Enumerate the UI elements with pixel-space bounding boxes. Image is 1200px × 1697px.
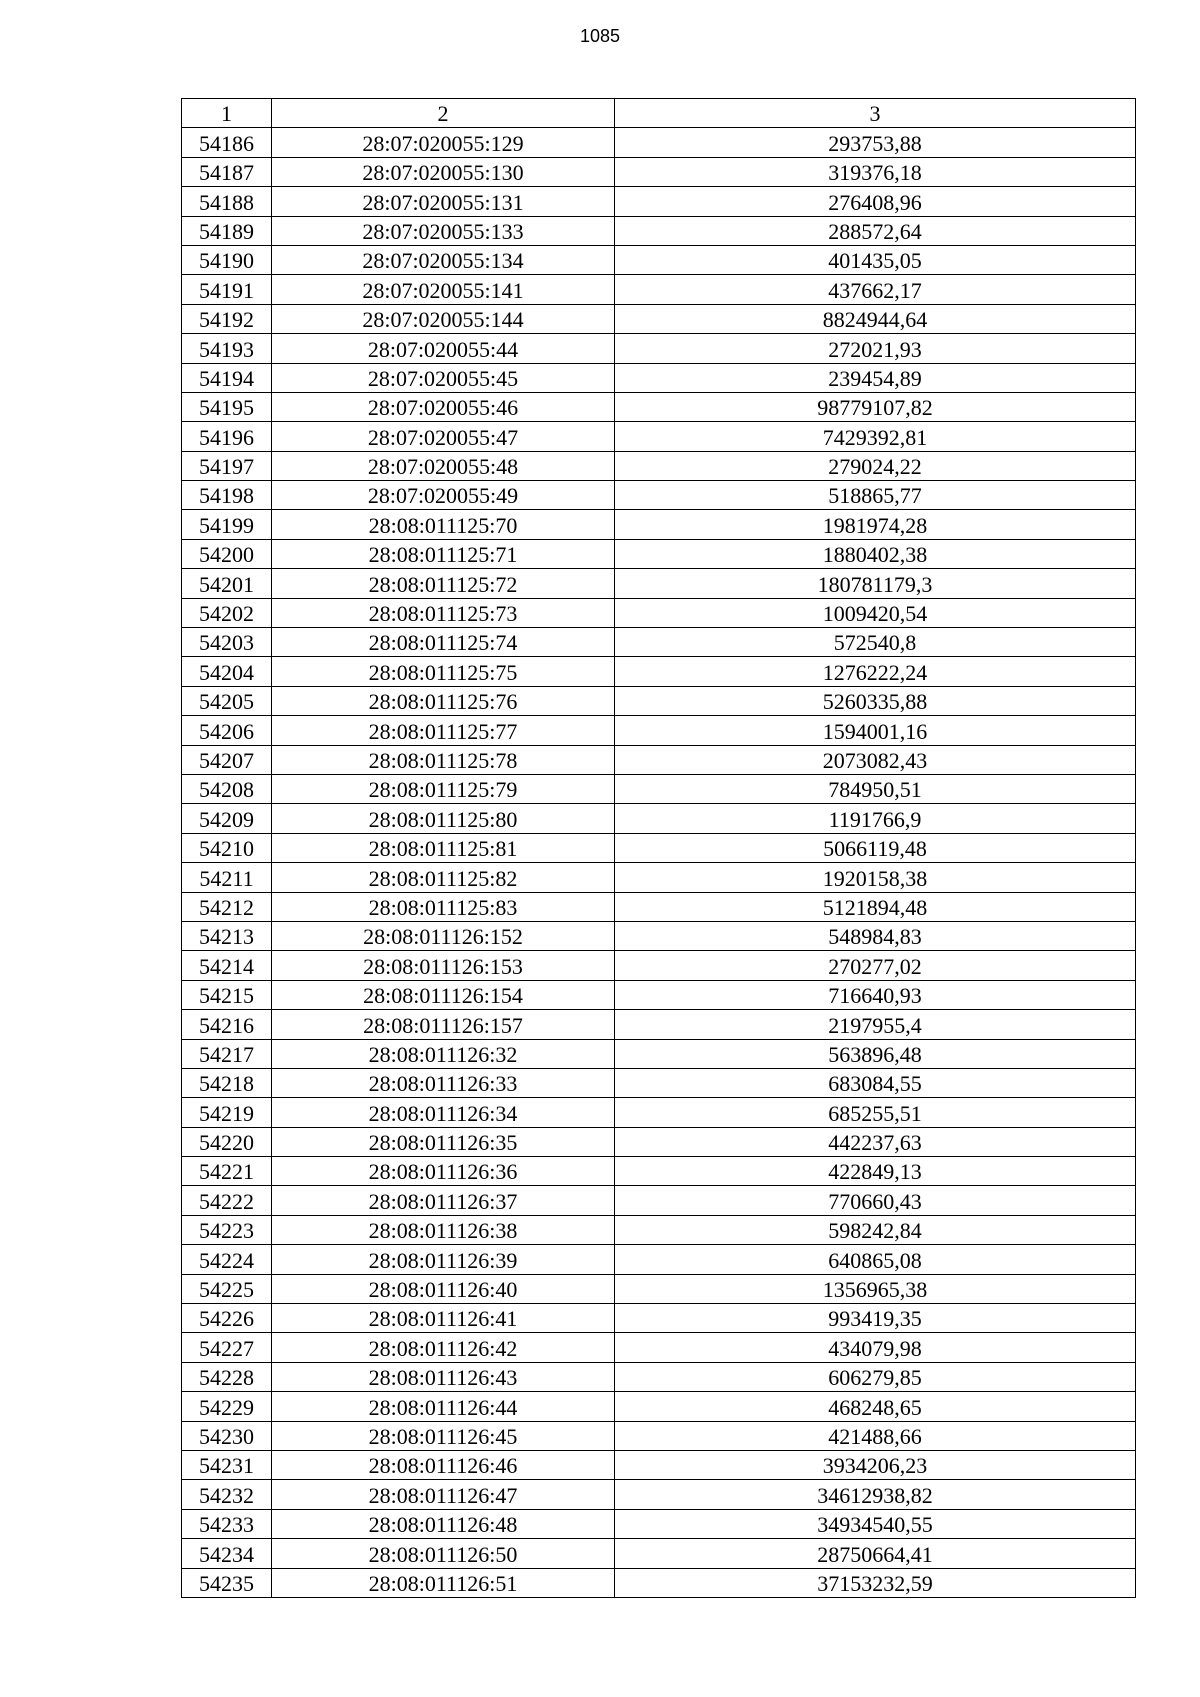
row-number-cell: 54193	[182, 334, 272, 363]
cadastral-number-cell: 28:08:011126:39	[272, 1245, 615, 1274]
table-row	[182, 128, 1136, 157]
table-row	[182, 1215, 1136, 1244]
cadastral-number-cell: 28:08:011125:72	[272, 569, 615, 598]
value-cell: 5121894,48	[615, 892, 1136, 921]
row-number-cell: 54235	[182, 1568, 272, 1597]
row-number-cell: 54191	[182, 275, 272, 304]
value-cell: 437662,17	[615, 275, 1136, 304]
value-cell: 8824944,64	[615, 304, 1136, 333]
row-number-cell: 54190	[182, 245, 272, 274]
value-cell: 279024,22	[615, 451, 1136, 480]
value-cell: 293753,88	[615, 128, 1136, 157]
table-row	[182, 1333, 1136, 1362]
value-cell: 1594001,16	[615, 716, 1136, 745]
row-number-cell: 54197	[182, 451, 272, 480]
table-row	[182, 1392, 1136, 1421]
cadastral-number-cell: 28:07:020055:130	[272, 157, 615, 186]
row-number-cell: 54211	[182, 863, 272, 892]
table-row	[182, 1157, 1136, 1186]
cadastral-number-cell: 28:08:011125:83	[272, 892, 615, 921]
row-number-cell: 54210	[182, 833, 272, 862]
value-cell: 421488,66	[615, 1421, 1136, 1450]
row-number-cell: 54233	[182, 1509, 272, 1538]
value-cell: 319376,18	[615, 157, 1136, 186]
value-cell: 422849,13	[615, 1157, 1136, 1186]
value-cell: 1276222,24	[615, 657, 1136, 686]
table-row	[182, 392, 1136, 421]
cadastral-number-cell: 28:08:011126:41	[272, 1304, 615, 1333]
value-cell: 1981974,28	[615, 510, 1136, 539]
cadastral-number-cell: 28:08:011126:40	[272, 1274, 615, 1303]
row-number-cell: 54215	[182, 980, 272, 1009]
row-number-cell: 54232	[182, 1480, 272, 1509]
table-row	[182, 539, 1136, 568]
table-row	[182, 628, 1136, 657]
table-row	[182, 921, 1136, 950]
table-row	[182, 686, 1136, 715]
cadastral-number-cell: 28:08:011125:70	[272, 510, 615, 539]
value-cell: 7429392,81	[615, 422, 1136, 451]
table-row	[182, 275, 1136, 304]
table-row	[182, 804, 1136, 833]
row-number-cell: 54213	[182, 921, 272, 950]
table-row	[182, 1539, 1136, 1568]
value-cell: 993419,35	[615, 1304, 1136, 1333]
table-row	[182, 745, 1136, 774]
row-number-cell: 54212	[182, 892, 272, 921]
table-row	[182, 1127, 1136, 1156]
cadastral-number-cell: 28:08:011125:82	[272, 863, 615, 892]
value-cell: 685255,51	[615, 1098, 1136, 1127]
table-row	[182, 1509, 1136, 1538]
table-row	[182, 1304, 1136, 1333]
page-number: 1085	[579, 26, 621, 46]
table-row	[182, 1450, 1136, 1479]
column-header-2: 2	[272, 99, 615, 128]
cadastral-number-cell: 28:08:011126:34	[272, 1098, 615, 1127]
cadastral-number-cell: 28:08:011126:44	[272, 1392, 615, 1421]
cadastral-number-cell: 28:08:011126:51	[272, 1568, 615, 1597]
cadastral-number-cell: 28:08:011125:76	[272, 686, 615, 715]
column-header-1: 1	[182, 99, 272, 128]
cadastral-number-cell: 28:07:020055:49	[272, 481, 615, 510]
value-cell: 640865,08	[615, 1245, 1136, 1274]
row-number-cell: 54198	[182, 481, 272, 510]
row-number-cell: 54221	[182, 1157, 272, 1186]
table-row	[182, 451, 1136, 480]
row-number-cell: 54196	[182, 422, 272, 451]
value-cell: 716640,93	[615, 980, 1136, 1009]
table-row	[182, 1068, 1136, 1097]
value-cell: 598242,84	[615, 1215, 1136, 1244]
value-cell: 239454,89	[615, 363, 1136, 392]
row-number-cell: 54209	[182, 804, 272, 833]
table-row	[182, 245, 1136, 274]
row-number-cell: 54218	[182, 1068, 272, 1097]
row-number-cell: 54223	[182, 1215, 272, 1244]
table-row	[182, 1098, 1136, 1127]
cadastral-number-cell: 28:07:020055:134	[272, 245, 615, 274]
cadastral-number-cell: 28:07:020055:46	[272, 392, 615, 421]
value-cell: 2197955,4	[615, 1010, 1136, 1039]
cadastral-number-cell: 28:08:011126:45	[272, 1421, 615, 1450]
table-row	[182, 187, 1136, 216]
cadastral-number-cell: 28:08:011126:152	[272, 921, 615, 950]
row-number-cell: 54207	[182, 745, 272, 774]
value-cell: 270277,02	[615, 951, 1136, 980]
row-number-cell: 54229	[182, 1392, 272, 1421]
table-row	[182, 657, 1136, 686]
cadastral-number-cell: 28:07:020055:133	[272, 216, 615, 245]
table-row	[182, 892, 1136, 921]
row-number-cell: 54186	[182, 128, 272, 157]
row-number-cell: 54234	[182, 1539, 272, 1568]
row-number-cell: 54194	[182, 363, 272, 392]
table-row	[182, 951, 1136, 980]
row-number-cell: 54201	[182, 569, 272, 598]
value-cell: 272021,93	[615, 334, 1136, 363]
value-cell: 5260335,88	[615, 686, 1136, 715]
value-cell: 3934206,23	[615, 1450, 1136, 1479]
cadastral-number-cell: 28:07:020055:45	[272, 363, 615, 392]
cadastral-number-cell: 28:08:011125:73	[272, 598, 615, 627]
cadastral-number-cell: 28:08:011125:74	[272, 628, 615, 657]
cadastral-number-cell: 28:08:011126:37	[272, 1186, 615, 1215]
value-cell: 288572,64	[615, 216, 1136, 245]
table-row	[182, 863, 1136, 892]
table-row	[182, 422, 1136, 451]
table-row	[182, 334, 1136, 363]
row-number-cell: 54204	[182, 657, 272, 686]
value-cell: 28750664,41	[615, 1539, 1136, 1568]
row-number-cell: 54189	[182, 216, 272, 245]
row-number-cell: 54214	[182, 951, 272, 980]
table-row	[182, 481, 1136, 510]
value-cell: 98779107,82	[615, 392, 1136, 421]
value-cell: 683084,55	[615, 1068, 1136, 1097]
table-row	[182, 774, 1136, 803]
table-row	[182, 569, 1136, 598]
table-row	[182, 216, 1136, 245]
cadastral-number-cell: 28:08:011125:77	[272, 716, 615, 745]
table-row	[182, 1010, 1136, 1039]
row-number-cell: 54225	[182, 1274, 272, 1303]
data-table	[181, 98, 1136, 1598]
cadastral-number-cell: 28:07:020055:144	[272, 304, 615, 333]
value-cell: 442237,63	[615, 1127, 1136, 1156]
row-number-cell: 54224	[182, 1245, 272, 1274]
value-cell: 401435,05	[615, 245, 1136, 274]
cadastral-number-cell: 28:08:011125:81	[272, 833, 615, 862]
cadastral-number-cell: 28:08:011126:48	[272, 1509, 615, 1538]
table-header-row	[182, 99, 1136, 128]
row-number-cell: 54228	[182, 1362, 272, 1391]
row-number-cell: 54206	[182, 716, 272, 745]
cadastral-number-cell: 28:07:020055:47	[272, 422, 615, 451]
row-number-cell: 54217	[182, 1039, 272, 1068]
row-number-cell: 54203	[182, 628, 272, 657]
cadastral-number-cell: 28:08:011126:157	[272, 1010, 615, 1039]
row-number-cell: 54187	[182, 157, 272, 186]
row-number-cell: 54205	[182, 686, 272, 715]
cadastral-number-cell: 28:08:011126:32	[272, 1039, 615, 1068]
value-cell: 1191766,9	[615, 804, 1136, 833]
cadastral-number-cell: 28:07:020055:44	[272, 334, 615, 363]
cadastral-number-cell: 28:07:020055:48	[272, 451, 615, 480]
cadastral-number-cell: 28:08:011126:38	[272, 1215, 615, 1244]
value-cell: 606279,85	[615, 1362, 1136, 1391]
table-row	[182, 1421, 1136, 1450]
cadastral-number-cell: 28:08:011125:78	[272, 745, 615, 774]
value-cell: 37153232,59	[615, 1568, 1136, 1597]
row-number-cell: 54195	[182, 392, 272, 421]
value-cell: 770660,43	[615, 1186, 1136, 1215]
value-cell: 572540,8	[615, 628, 1136, 657]
value-cell: 2073082,43	[615, 745, 1136, 774]
value-cell: 34612938,82	[615, 1480, 1136, 1509]
table-row	[182, 598, 1136, 627]
table-row	[182, 1039, 1136, 1068]
cadastral-number-cell: 28:08:011126:43	[272, 1362, 615, 1391]
table-row	[182, 716, 1136, 745]
table-row	[182, 510, 1136, 539]
cadastral-number-cell: 28:08:011126:46	[272, 1450, 615, 1479]
table-row	[182, 1568, 1136, 1597]
row-number-cell: 54230	[182, 1421, 272, 1450]
value-cell: 34934540,55	[615, 1509, 1136, 1538]
row-number-cell: 54208	[182, 774, 272, 803]
cadastral-number-cell: 28:08:011126:36	[272, 1157, 615, 1186]
column-header-3: 3	[615, 99, 1136, 128]
cadastral-number-cell: 28:07:020055:131	[272, 187, 615, 216]
row-number-cell: 54188	[182, 187, 272, 216]
table-row	[182, 363, 1136, 392]
row-number-cell: 54216	[182, 1010, 272, 1039]
row-number-cell: 54220	[182, 1127, 272, 1156]
table-row	[182, 1186, 1136, 1215]
row-number-cell: 54219	[182, 1098, 272, 1127]
cadastral-number-cell: 28:07:020055:141	[272, 275, 615, 304]
cadastral-number-cell: 28:08:011126:50	[272, 1539, 615, 1568]
table-row	[182, 980, 1136, 1009]
table-row	[182, 833, 1136, 862]
cadastral-number-cell: 28:08:011126:153	[272, 951, 615, 980]
table-row	[182, 304, 1136, 333]
value-cell: 563896,48	[615, 1039, 1136, 1068]
row-number-cell: 54227	[182, 1333, 272, 1362]
value-cell: 468248,65	[615, 1392, 1136, 1421]
row-number-cell: 54192	[182, 304, 272, 333]
table-row	[182, 1245, 1136, 1274]
row-number-cell: 54202	[182, 598, 272, 627]
row-number-cell: 54231	[182, 1450, 272, 1479]
table-row	[182, 1274, 1136, 1303]
row-number-cell: 54199	[182, 510, 272, 539]
value-cell: 276408,96	[615, 187, 1136, 216]
table-body	[182, 128, 1136, 1598]
cadastral-number-cell: 28:08:011126:154	[272, 980, 615, 1009]
value-cell: 518865,77	[615, 481, 1136, 510]
cadastral-number-cell: 28:08:011126:33	[272, 1068, 615, 1097]
cadastral-number-cell: 28:08:011126:47	[272, 1480, 615, 1509]
cadastral-number-cell: 28:08:011125:79	[272, 774, 615, 803]
cadastral-number-cell: 28:08:011126:35	[272, 1127, 615, 1156]
table-row	[182, 1480, 1136, 1509]
value-cell: 784950,51	[615, 774, 1136, 803]
value-cell: 548984,83	[615, 921, 1136, 950]
value-cell: 1920158,38	[615, 863, 1136, 892]
row-number-cell: 54222	[182, 1186, 272, 1215]
cadastral-number-cell: 28:08:011125:75	[272, 657, 615, 686]
table-row	[182, 1362, 1136, 1391]
cadastral-number-cell: 28:08:011125:80	[272, 804, 615, 833]
cadastral-number-cell: 28:08:011125:71	[272, 539, 615, 568]
cadastral-number-cell: 28:08:011126:42	[272, 1333, 615, 1362]
value-cell: 180781179,3	[615, 569, 1136, 598]
row-number-cell: 54226	[182, 1304, 272, 1333]
cadastral-number-cell: 28:07:020055:129	[272, 128, 615, 157]
value-cell: 5066119,48	[615, 833, 1136, 862]
value-cell: 1356965,38	[615, 1274, 1136, 1303]
table-row	[182, 157, 1136, 186]
value-cell: 1880402,38	[615, 539, 1136, 568]
row-number-cell: 54200	[182, 539, 272, 568]
value-cell: 1009420,54	[615, 598, 1136, 627]
value-cell: 434079,98	[615, 1333, 1136, 1362]
